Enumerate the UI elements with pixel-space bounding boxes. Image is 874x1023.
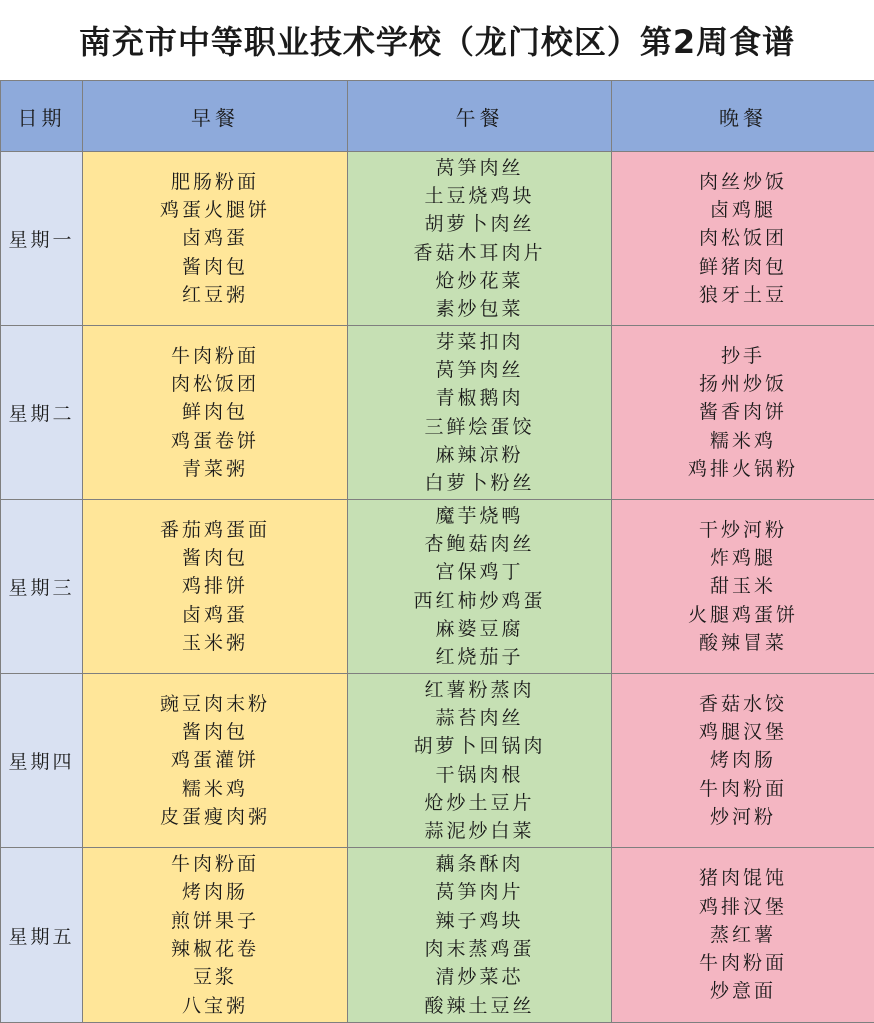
breakfast-cell	[83, 848, 348, 1023]
dish-item: 酱香肉饼	[698, 401, 787, 424]
lunch-cell	[348, 500, 612, 674]
dish-item: 牛肉粉面	[170, 853, 259, 876]
breakfast-list	[83, 342, 347, 483]
dish-item: 肉丝炒饭	[698, 170, 787, 193]
dish-item: 抄手	[720, 344, 765, 367]
dish-item: 三鲜烩蛋饺	[424, 415, 535, 438]
header-date: 日期	[1, 81, 83, 152]
dish-item: 鸡蛋灌饼	[170, 749, 259, 772]
day-row	[1, 326, 874, 500]
dish-item: 香菇木耳肉片	[413, 241, 546, 264]
lunch-cell	[348, 152, 612, 326]
dish-item: 干炒河粉	[698, 518, 787, 541]
dinner-list	[612, 342, 874, 483]
dish-item: 扬州炒饭	[698, 373, 787, 396]
lunch-list	[348, 676, 611, 846]
dish-item: 西红柿炒鸡蛋	[413, 589, 546, 612]
dish-item: 卤鸡蛋	[181, 227, 248, 250]
dish-item: 炸鸡腿	[709, 547, 776, 570]
day-row	[1, 674, 874, 848]
dish-item: 鸡排饼	[181, 575, 248, 598]
dish-item: 鸡蛋卷饼	[170, 429, 259, 452]
dish-item: 魔芋烧鸭	[435, 504, 524, 527]
dish-item: 炝炒花菜	[435, 269, 524, 292]
day-row	[1, 848, 874, 1023]
dish-item: 干锅肉根	[435, 763, 524, 786]
dish-item: 蒜苔肉丝	[435, 706, 524, 729]
dish-item: 青椒鹅肉	[435, 387, 524, 410]
day-row	[1, 152, 874, 326]
dish-item: 清炒菜芯	[435, 966, 524, 989]
dish-item: 豌豆肉末粉	[159, 692, 270, 715]
dish-item: 酱肉包	[181, 721, 248, 744]
dish-item: 烤肉肠	[709, 749, 776, 772]
dish-item: 火腿鸡蛋饼	[687, 603, 798, 626]
header-lunch: 午餐	[348, 81, 612, 152]
dish-item: 番茄鸡蛋面	[159, 518, 270, 541]
dish-item: 酱肉包	[181, 547, 248, 570]
dish-item: 土豆烧鸡块	[424, 184, 535, 207]
lunch-list	[348, 154, 611, 324]
dish-item: 鸡排汉堡	[698, 895, 787, 918]
header-row	[1, 81, 874, 152]
breakfast-list	[83, 168, 347, 309]
dinner-list	[612, 690, 874, 831]
day-label: 星期一	[1, 152, 83, 326]
dish-item: 肉松饭团	[698, 227, 787, 250]
day-label: 星期二	[1, 326, 83, 500]
dinner-list	[612, 864, 874, 1005]
dish-item: 香菇水饺	[698, 692, 787, 715]
dish-item: 素炒包菜	[435, 298, 524, 321]
dinner-cell	[612, 152, 874, 326]
header-dinner: 晚餐	[612, 81, 874, 152]
breakfast-cell	[83, 500, 348, 674]
lunch-cell	[348, 848, 612, 1023]
dish-item: 蒜泥炒白菜	[424, 820, 535, 843]
dish-item: 炝炒土豆片	[424, 791, 535, 814]
dish-item: 蒸红薯	[709, 923, 776, 946]
dish-item: 玉米粥	[181, 631, 248, 654]
dish-item: 卤鸡腿	[709, 199, 776, 222]
dish-item: 辣椒花卷	[170, 938, 259, 960]
dish-item: 牛肉粉面	[698, 952, 787, 975]
dish-item: 炒意面	[709, 980, 776, 1003]
menu-table	[0, 80, 874, 1023]
dish-item: 莴笋肉丝	[435, 358, 524, 381]
dish-item: 白萝卜粉丝	[424, 472, 535, 495]
dish-item: 芽菜扣肉	[435, 330, 524, 353]
breakfast-cell	[83, 674, 348, 848]
dish-item: 牛肉粉面	[170, 344, 259, 367]
dish-item: 红豆粥	[181, 283, 248, 306]
day-row	[1, 500, 874, 674]
dish-item: 鸡腿汉堡	[698, 721, 787, 744]
dish-item: 鸡蛋火腿饼	[159, 199, 270, 222]
dish-item: 豆浆	[192, 966, 237, 989]
lunch-cell	[348, 326, 612, 500]
dinner-cell	[612, 848, 874, 1023]
dish-item: 八宝粥	[181, 994, 248, 1017]
page-title: 南充市中等职业技术学校（龙门校区）第2周食谱	[78, 23, 796, 61]
dish-item: 莴笋肉丝	[435, 156, 524, 179]
dish-item: 酸辣冒菜	[698, 631, 787, 654]
dish-item: 胡萝卜回锅肉	[413, 735, 546, 758]
dish-item: 糯米鸡	[709, 429, 776, 452]
dish-item: 煎饼果子	[170, 909, 259, 932]
lunch-list	[348, 328, 611, 498]
lunch-list	[348, 502, 611, 672]
dish-item: 麻辣凉粉	[435, 443, 524, 466]
dish-item: 鲜肉包	[181, 401, 248, 424]
header-breakfast: 早餐	[83, 81, 348, 152]
dish-item: 猪肉馄饨	[698, 867, 787, 890]
dish-item: 狼牙土豆	[698, 283, 787, 306]
day-label: 星期四	[1, 674, 83, 848]
dish-item: 肥肠粉面	[170, 170, 259, 193]
dish-item: 红薯粉蒸肉	[424, 678, 535, 701]
dish-item: 牛肉粉面	[698, 777, 787, 800]
dinner-list	[612, 168, 874, 309]
breakfast-list	[83, 516, 347, 657]
dinner-cell	[612, 500, 874, 674]
dish-item: 肉末蒸鸡蛋	[424, 938, 535, 960]
dish-item: 卤鸡蛋	[181, 603, 248, 626]
day-label: 星期三	[1, 500, 83, 674]
dish-item: 鲜猪肉包	[698, 255, 787, 278]
dish-item: 麻婆豆腐	[435, 617, 524, 640]
dish-item: 青菜粥	[181, 457, 248, 480]
dish-item: 肉松饭团	[170, 373, 259, 396]
dish-item: 胡萝卜肉丝	[424, 213, 535, 236]
dinner-cell	[612, 674, 874, 848]
breakfast-list	[83, 690, 347, 831]
dish-item: 酱肉包	[181, 255, 248, 278]
breakfast-cell	[83, 326, 348, 500]
breakfast-cell	[83, 152, 348, 326]
dish-item: 辣子鸡块	[435, 909, 524, 932]
dinner-list	[612, 516, 874, 657]
dish-item: 糯米鸡	[181, 777, 248, 800]
dish-item: 炒河粉	[709, 805, 776, 828]
dinner-cell	[612, 326, 874, 500]
dish-item: 红烧茄子	[435, 646, 524, 669]
dish-item: 藕条酥肉	[435, 853, 524, 876]
dish-item: 甜玉米	[709, 575, 776, 598]
breakfast-list	[83, 850, 347, 1020]
dish-item: 皮蛋瘦肉粥	[159, 805, 270, 828]
day-label: 星期五	[1, 848, 83, 1023]
lunch-list	[348, 850, 611, 1020]
dish-item: 宫保鸡丁	[435, 561, 524, 584]
dish-item: 莴笋肉片	[435, 881, 524, 904]
dish-item: 杏鲍菇肉丝	[424, 532, 535, 555]
dish-item: 酸辣土豆丝	[424, 994, 535, 1017]
lunch-cell	[348, 674, 612, 848]
dish-item: 烤肉肠	[181, 881, 248, 904]
dish-item: 鸡排火锅粉	[687, 457, 798, 480]
